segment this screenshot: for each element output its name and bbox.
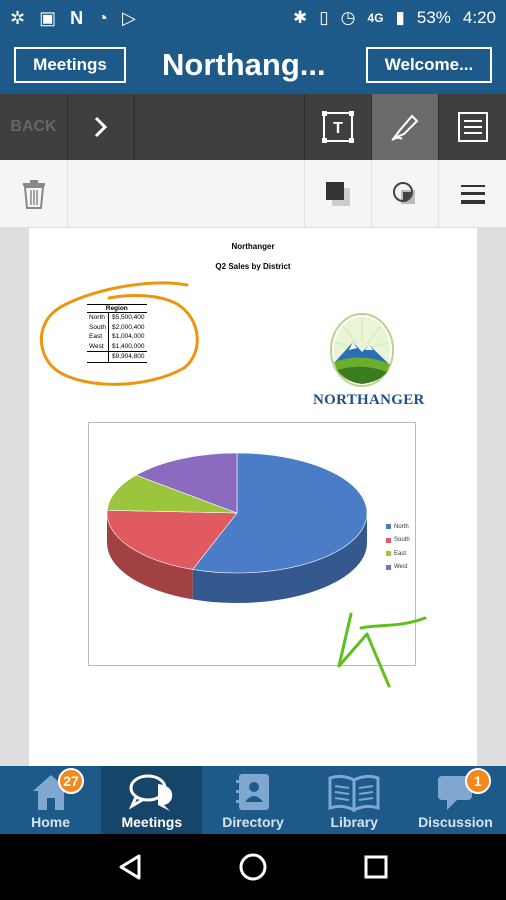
legend-swatch — [386, 524, 391, 529]
legend-label: South — [394, 537, 410, 544]
text-tool-button[interactable] — [305, 94, 372, 160]
svg-text:T: T — [333, 120, 343, 137]
annotation-toolbar — [0, 160, 506, 228]
notes-button[interactable] — [439, 94, 506, 160]
nav-label: Library — [330, 814, 378, 830]
home-circle-icon[interactable] — [238, 852, 268, 882]
table-cell: North — [89, 314, 105, 321]
notes-icon — [456, 110, 490, 144]
recents-square-icon[interactable] — [363, 854, 389, 880]
color-button[interactable] — [305, 160, 372, 228]
nav-label: Discussion — [418, 814, 493, 830]
chevron-right-icon — [93, 116, 109, 138]
line-weight-button[interactable] — [439, 160, 506, 228]
pen-icon — [388, 110, 422, 144]
line-weight-icon — [460, 183, 486, 205]
table-cell — [87, 352, 109, 363]
document-subtitle: Q2 Sales by District — [215, 262, 291, 271]
clock: 4:20 — [462, 8, 496, 27]
pie-chart-frame — [88, 422, 416, 666]
legend-item — [386, 520, 410, 534]
legend-label: North — [394, 523, 409, 530]
system-navigation-bar — [0, 834, 506, 900]
opacity-icon — [391, 180, 419, 208]
document-viewer[interactable] — [0, 228, 506, 766]
play-store-icon: ▷ — [121, 7, 136, 28]
document-page[interactable] — [29, 228, 477, 766]
nav-library[interactable] — [304, 766, 405, 834]
table-header: Region — [87, 305, 147, 313]
bottom-navigation — [0, 766, 506, 834]
welcome-button[interactable]: Welcome... — [366, 47, 492, 83]
battery-percent: 53% — [416, 8, 451, 27]
table-row — [87, 342, 147, 352]
region-sales-table — [87, 304, 147, 363]
address-book-icon — [233, 772, 273, 812]
opacity-button[interactable] — [372, 160, 439, 228]
table-row — [87, 323, 147, 333]
document-toolbar — [0, 94, 506, 160]
legend-swatch — [386, 538, 391, 543]
table-cell: $1,400,000 — [109, 342, 147, 352]
toolbar-spacer — [68, 160, 305, 227]
image-icon: ▣ — [39, 7, 57, 28]
legend-item — [386, 547, 410, 561]
nav-directory[interactable] — [202, 766, 303, 834]
table-cell: $5,500,400 — [109, 313, 147, 323]
battery-icon: ▮ — [395, 8, 405, 27]
page-title: Northang... — [162, 47, 326, 82]
delete-button[interactable] — [0, 160, 68, 228]
alarm-icon: ◷ — [340, 8, 356, 27]
nav-home[interactable] — [0, 766, 101, 834]
status-bar — [0, 0, 506, 36]
chat-bubbles-icon — [128, 772, 176, 812]
open-book-icon — [328, 772, 380, 812]
table-cell: $2,000,400 — [109, 323, 147, 333]
legend-swatch — [386, 565, 391, 570]
table-cell: West — [89, 342, 104, 350]
table-cell: $1,004,000 — [109, 332, 147, 342]
notification-badge: 1 — [465, 768, 491, 794]
meetings-button[interactable]: Meetings — [14, 47, 126, 83]
pinwheel-icon: ✲ — [10, 7, 26, 28]
nav-label: Directory — [222, 814, 284, 830]
northanger-logo-text: NORTHANGER — [313, 392, 425, 408]
table-cell: South — [89, 323, 106, 331]
legend-item — [386, 534, 410, 548]
back-button[interactable]: BACK — [0, 94, 68, 160]
legend-label: West — [394, 564, 408, 571]
nav-label: Home — [31, 814, 71, 830]
nav-discussion[interactable] — [405, 766, 506, 834]
notification-badge: 27 — [58, 768, 84, 794]
app-header — [0, 36, 506, 94]
table-total: $9,904,800 — [109, 352, 147, 363]
table-total-row — [87, 352, 147, 363]
bluetooth-icon: ✱ — [293, 8, 308, 27]
table-cell: East — [89, 333, 103, 340]
table-row — [87, 313, 147, 323]
text-box-icon — [321, 110, 355, 144]
document-title: Northanger — [231, 242, 275, 251]
legend-label: East — [394, 550, 407, 557]
wifi-question-icon: ◔ — [97, 7, 108, 28]
vibrate-icon: ▯ — [319, 8, 329, 27]
nav-label: Meetings — [121, 814, 183, 830]
table-row — [87, 332, 147, 342]
legend-item — [386, 561, 410, 575]
legend-swatch — [386, 551, 391, 556]
color-swatch-icon — [324, 180, 352, 208]
trash-icon — [21, 179, 47, 209]
network-type: 4G — [367, 11, 384, 25]
nav-meetings[interactable] — [101, 766, 202, 834]
pie-chart — [89, 423, 415, 665]
forward-button[interactable] — [68, 94, 135, 160]
northanger-logo-emblem — [329, 312, 395, 388]
back-triangle-icon[interactable] — [117, 853, 143, 881]
pen-tool-button[interactable] — [372, 94, 439, 160]
chart-legend — [386, 520, 410, 574]
toolbar-spacer — [135, 94, 305, 160]
n-app-icon: N — [70, 7, 84, 28]
